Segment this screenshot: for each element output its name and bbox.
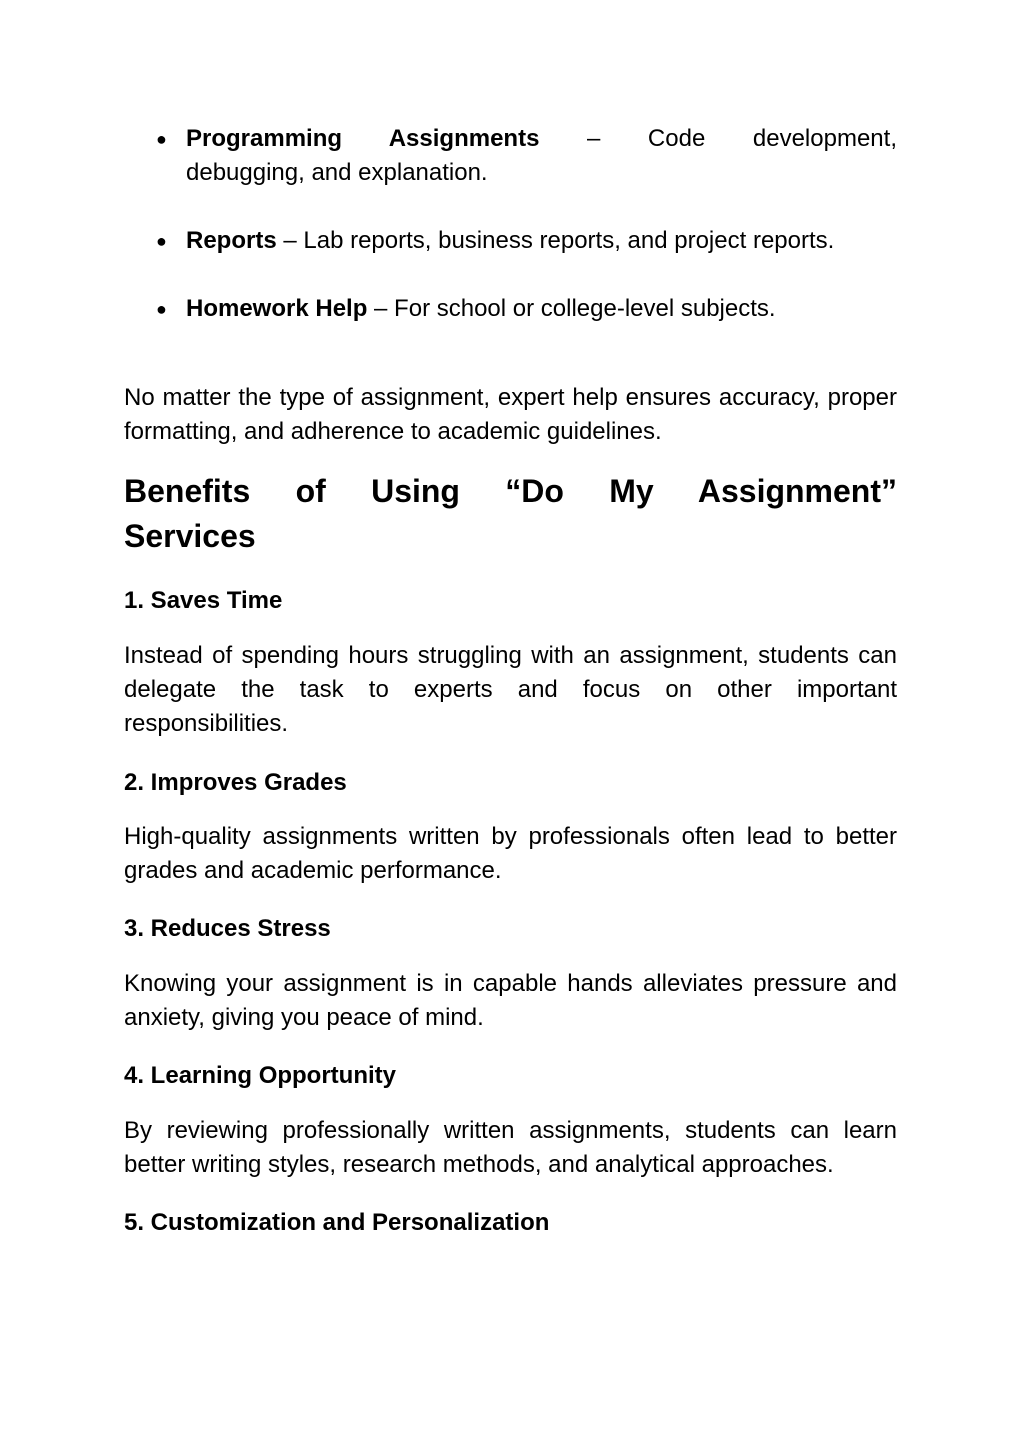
bullet-text: debugging, and explanation. xyxy=(186,159,488,186)
benefit-text: By reviewing professionally written assignments, students can learn better writing styles, research methods, and analytical approaches. xyxy=(124,1117,897,1178)
section-heading xyxy=(124,469,897,559)
bullet-item xyxy=(156,122,897,190)
bullet-title: Homework Help xyxy=(186,295,368,322)
benefit-text: Instead of spending hours struggling with an assignment, students can delegate the task to experts and focus on other important responsibilities. xyxy=(124,642,897,737)
heading-line: Benefits of Using “Do My Assignment” xyxy=(124,473,897,509)
bullet-item xyxy=(156,224,897,258)
benefit-title: 4. Learning Opportunity xyxy=(124,1062,397,1089)
benefit-title: 3. Reduces Stress xyxy=(124,915,331,942)
bullet-text: – For school or college-level subjects. xyxy=(367,295,776,322)
bullet-text: – Lab reports, business reports, and project reports. xyxy=(276,227,835,254)
heading-line: Services xyxy=(124,518,256,554)
intro-paragraph: No matter the type of assignment, expert help ensures accuracy, proper formatting, and adherence to academic guidelines. xyxy=(124,384,897,445)
benefit-title: 1. Saves Time xyxy=(124,587,283,614)
benefit-title: 5. Customization and Personalization xyxy=(124,1209,550,1236)
bullet-title: Programming Assignments xyxy=(186,125,540,152)
bullet-icon: ● xyxy=(156,129,167,149)
bullet-icon: ● xyxy=(156,231,167,251)
bullet-text: – Code development, xyxy=(539,125,897,152)
bullet-item xyxy=(156,292,897,326)
bullet-title: Reports xyxy=(186,227,277,254)
bullet-icon: ● xyxy=(156,299,167,319)
benefit-title: 2. Improves Grades xyxy=(124,769,347,796)
benefit-text: High-quality assignments written by professionals often lead to better grades and academic performance. xyxy=(124,823,897,884)
benefit-text: Knowing your assignment is in capable hands alleviates pressure and anxiety, giving you peace of mind. xyxy=(124,970,897,1031)
